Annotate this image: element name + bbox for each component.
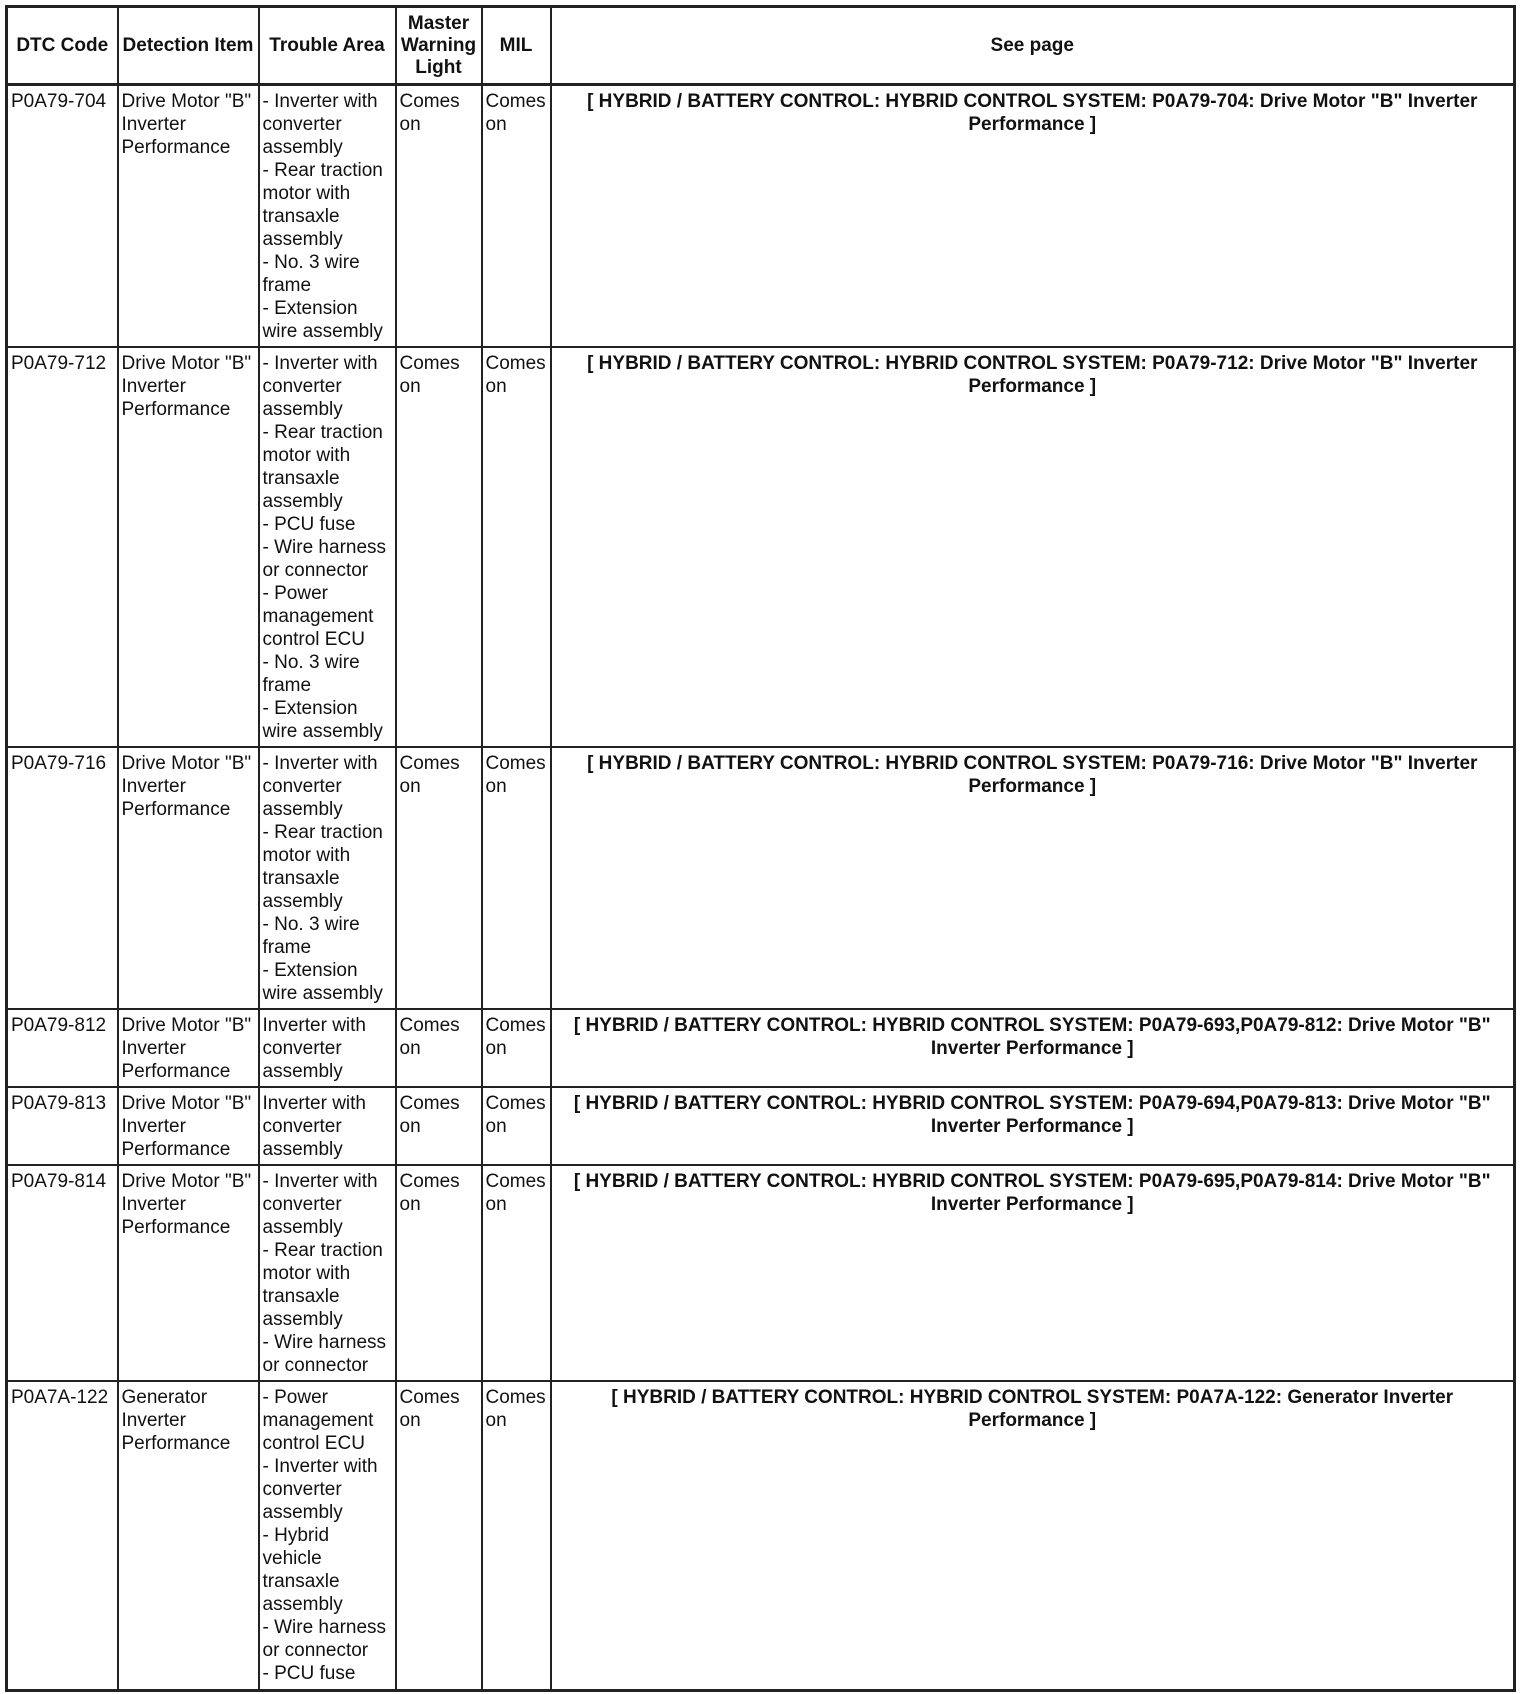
trouble-area-line: - Inverter with converter assembly (262, 1170, 378, 1238)
table-row (7, 1165, 1515, 1381)
header-detection-item: Detection Item (118, 7, 259, 85)
dtc-code-cell: P0A79-712 (7, 347, 118, 747)
header-mil: MIL (482, 7, 551, 85)
header-master-warning-light: Master Warning Light (396, 7, 482, 85)
dtc-code-cell: P0A79-716 (7, 747, 118, 1009)
trouble-area-line: - Inverter with converter assembly (262, 1455, 378, 1523)
detection-item-cell: Drive Motor "B" Inverter Performance (118, 85, 259, 347)
dtc-code-cell: P0A7A-122 (7, 1381, 118, 1691)
trouble-area-line: - PCU fuse (262, 513, 356, 535)
trouble-area-line: - No. 3 wire frame (262, 252, 360, 296)
master-warning-cell: Comes on (396, 1009, 482, 1087)
master-warning-cell: Comes on (396, 347, 482, 747)
master-warning-cell: Comes on (396, 85, 482, 347)
detection-item-cell: Drive Motor "B" Inverter Performance (118, 347, 259, 747)
master-warning-cell: Comes on (396, 1165, 482, 1381)
trouble-area-cell (259, 1009, 396, 1087)
dtc-table (5, 5, 1516, 1692)
mil-cell: Comes on (482, 1165, 551, 1381)
trouble-area-line: Inverter with converter assembly (262, 1014, 366, 1082)
trouble-area-cell (259, 747, 396, 1009)
trouble-area-line: - Power management control ECU (262, 582, 374, 650)
header-trouble-area: Trouble Area (259, 7, 396, 85)
detection-item-cell: Drive Motor "B" Inverter Performance (118, 747, 259, 1009)
trouble-area-line: - No. 3 wire frame (262, 913, 360, 958)
table-row (7, 347, 1515, 747)
dtc-sheet (5, 5, 1516, 1692)
master-warning-cell: Comes on (396, 747, 482, 1009)
trouble-area-line: - Wire harness or connector (262, 536, 387, 581)
see-page-link[interactable]: [ HYBRID / BATTERY CONTROL: HYBRID CONTROL SYSTEM: P0A79-694,P0A79-813: Drive Motor "B" Inverter Performance ] (551, 1087, 1515, 1165)
mil-cell: Comes on (482, 1381, 551, 1691)
header-dtc-code: DTC Code (7, 7, 118, 85)
trouble-area-line: - PCU fuse (262, 1662, 356, 1684)
table-row (7, 1381, 1515, 1691)
table-header (7, 7, 1515, 85)
trouble-area-line: - Rear traction motor with transaxle assembly (262, 821, 383, 912)
trouble-area-line: - Rear traction motor with transaxle assembly (262, 160, 383, 250)
trouble-area-line: - Wire harness or connector (262, 1331, 387, 1376)
header-see-page: See page (551, 7, 1515, 85)
trouble-area-line: - Inverter with converter assembly (262, 352, 378, 420)
mil-cell: Comes on (482, 747, 551, 1009)
trouble-area-line: - Extension wire assembly (262, 298, 383, 342)
table-row (7, 85, 1515, 347)
see-page-link[interactable]: [ HYBRID / BATTERY CONTROL: HYBRID CONTROL SYSTEM: P0A7A-122: Generator Inverter Performance ] (551, 1381, 1515, 1691)
trouble-area-line: - Extension wire assembly (262, 959, 383, 1004)
mil-cell: Comes on (482, 1009, 551, 1087)
see-page-link[interactable]: [ HYBRID / BATTERY CONTROL: HYBRID CONTROL SYSTEM: P0A79-716: Drive Motor "B" Inverter Performance ] (551, 747, 1515, 1009)
table-row (7, 1087, 1515, 1165)
trouble-area-cell (259, 1381, 396, 1691)
trouble-area-line: - Rear traction motor with transaxle assembly (262, 1239, 383, 1330)
detection-item-cell: Drive Motor "B" Inverter Performance (118, 1009, 259, 1087)
master-warning-cell: Comes on (396, 1381, 482, 1691)
trouble-area-cell (259, 1165, 396, 1381)
see-page-link[interactable]: [ HYBRID / BATTERY CONTROL: HYBRID CONTROL SYSTEM: P0A79-695,P0A79-814: Drive Motor "B" Inverter Performance ] (551, 1165, 1515, 1381)
see-page-link[interactable]: [ HYBRID / BATTERY CONTROL: HYBRID CONTROL SYSTEM: P0A79-693,P0A79-812: Drive Motor "B" Inverter Performance ] (551, 1009, 1515, 1087)
trouble-area-cell (259, 1087, 396, 1165)
trouble-area-line: Inverter with converter assembly (262, 1092, 366, 1160)
master-warning-cell: Comes on (396, 1087, 482, 1165)
mil-cell: Comes on (482, 347, 551, 747)
dtc-code-cell: P0A79-704 (7, 85, 118, 347)
dtc-code-cell: P0A79-813 (7, 1087, 118, 1165)
detection-item-cell: Drive Motor "B" Inverter Performance (118, 1165, 259, 1381)
mil-cell: Comes on (482, 85, 551, 347)
detection-item-cell: Generator Inverter Performance (118, 1381, 259, 1691)
mil-cell: Comes on (482, 1087, 551, 1165)
trouble-area-line: - Wire harness or connector (262, 1616, 387, 1661)
trouble-area-line: - Inverter with converter assembly (262, 752, 378, 820)
trouble-area-line: - Inverter with converter assembly (262, 91, 378, 158)
table-body (7, 85, 1515, 1691)
trouble-area-line: - Hybrid vehicle transaxle assembly (262, 1524, 343, 1615)
see-page-link[interactable]: [ HYBRID / BATTERY CONTROL: HYBRID CONTROL SYSTEM: P0A79-704: Drive Motor "B" Inverter Performance ] (551, 85, 1515, 347)
table-row (7, 1009, 1515, 1087)
trouble-area-line: - Power management control ECU (262, 1386, 374, 1454)
dtc-code-cell: P0A79-812 (7, 1009, 118, 1087)
trouble-area-line: - No. 3 wire frame (262, 651, 360, 696)
table-row (7, 747, 1515, 1009)
trouble-area-line: - Extension wire assembly (262, 697, 383, 742)
trouble-area-line: - Rear traction motor with transaxle assembly (262, 421, 383, 512)
dtc-code-cell: P0A79-814 (7, 1165, 118, 1381)
trouble-area-cell (259, 85, 396, 347)
see-page-link[interactable]: [ HYBRID / BATTERY CONTROL: HYBRID CONTROL SYSTEM: P0A79-712: Drive Motor "B" Inverter Performance ] (551, 347, 1515, 747)
trouble-area-cell (259, 347, 396, 747)
detection-item-cell: Drive Motor "B" Inverter Performance (118, 1087, 259, 1165)
